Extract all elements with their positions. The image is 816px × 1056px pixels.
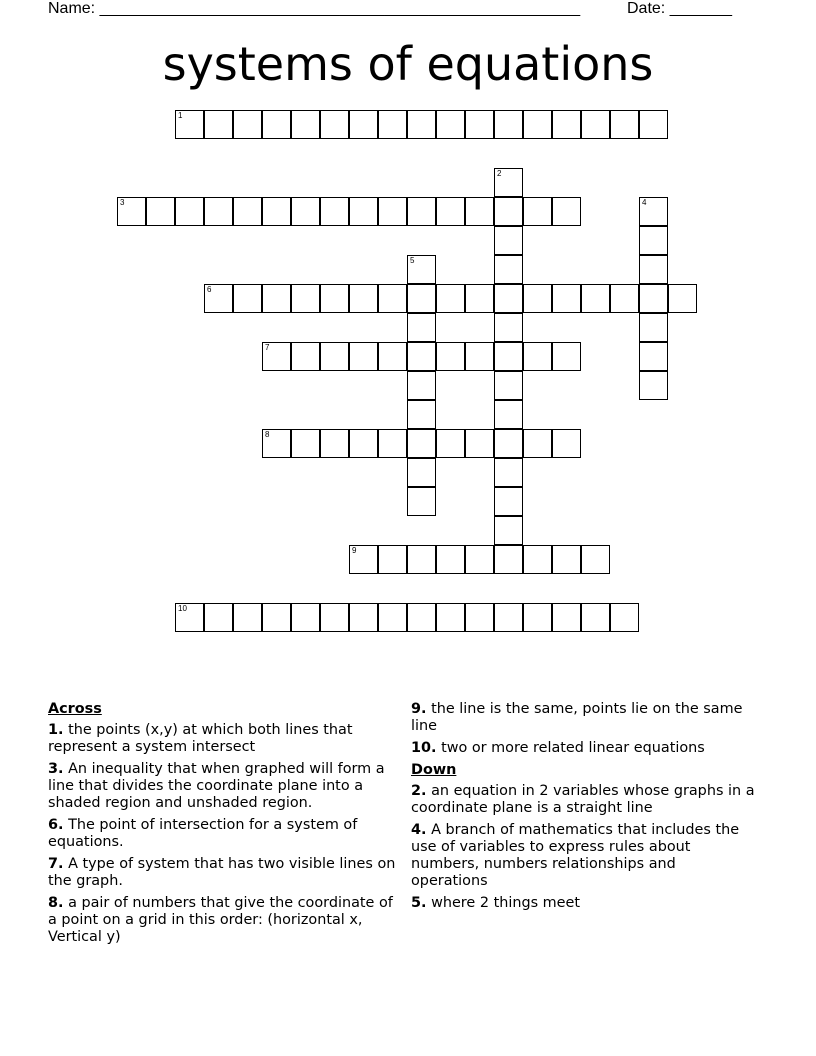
crossword-cell[interactable]	[320, 197, 349, 226]
crossword-cell[interactable]	[262, 603, 291, 632]
crossword-cell[interactable]	[262, 197, 291, 226]
crossword-cell[interactable]	[552, 603, 581, 632]
crossword-cell[interactable]	[407, 110, 436, 139]
crossword-cell[interactable]	[494, 197, 523, 226]
crossword-cell[interactable]	[465, 545, 494, 574]
crossword-cell[interactable]	[378, 197, 407, 226]
crossword-cell[interactable]	[436, 429, 465, 458]
clue-number: 8	[265, 430, 270, 439]
crossword-cell[interactable]	[378, 284, 407, 313]
crossword-cell[interactable]	[494, 516, 523, 545]
crossword-cell[interactable]	[494, 226, 523, 255]
crossword-cell[interactable]	[349, 429, 378, 458]
clue-across-8: 8. a pair of numbers that give the coordinate of a point on a grid in this order: (horizontal x, Vertical y)	[48, 895, 393, 945]
crossword-cell[interactable]	[494, 487, 523, 516]
crossword-cell[interactable]	[291, 110, 320, 139]
crossword-cell[interactable]	[407, 487, 436, 516]
crossword-cell[interactable]	[581, 603, 610, 632]
crossword-cell[interactable]	[349, 342, 378, 371]
crossword-cell[interactable]	[610, 284, 639, 313]
crossword-cell[interactable]	[407, 197, 436, 226]
crossword-cell[interactable]	[349, 110, 378, 139]
crossword-cell[interactable]	[262, 284, 291, 313]
crossword-cell[interactable]	[436, 110, 465, 139]
clue-down-4: 4. A branch of mathematics that includes the use of variables to express rules about numbers, numbers relationships and operations	[411, 822, 740, 889]
crossword-cell[interactable]	[494, 342, 523, 371]
date-field-label: Date: _______	[627, 0, 732, 17]
crossword-cell[interactable]	[552, 284, 581, 313]
clue-number: 3	[120, 198, 125, 207]
crossword-cell[interactable]	[233, 197, 262, 226]
clue-number: 1	[178, 111, 183, 120]
crossword-cell[interactable]	[291, 342, 320, 371]
crossword-cell[interactable]	[436, 603, 465, 632]
crossword-cell[interactable]	[407, 342, 436, 371]
crossword-cell[interactable]	[349, 197, 378, 226]
crossword-cell[interactable]	[581, 545, 610, 574]
crossword-cell[interactable]	[639, 226, 668, 255]
crossword-cell[interactable]	[320, 342, 349, 371]
crossword-cell[interactable]	[436, 545, 465, 574]
crossword-cell[interactable]	[494, 110, 523, 139]
crossword-cell[interactable]	[233, 603, 262, 632]
crossword-cell[interactable]	[523, 284, 552, 313]
crossword-cell[interactable]	[407, 603, 436, 632]
crossword-cell[interactable]	[639, 255, 668, 284]
crossword-cell[interactable]	[494, 255, 523, 284]
crossword-cell[interactable]	[523, 603, 552, 632]
crossword-cell[interactable]	[320, 429, 349, 458]
name-field-label: Name: ______________________________________________________	[48, 0, 581, 17]
crossword-cell[interactable]	[494, 400, 523, 429]
clue-number: 10	[178, 604, 187, 613]
crossword-cell[interactable]	[204, 197, 233, 226]
clue-number: 7	[265, 343, 270, 352]
crossword-cell[interactable]	[233, 110, 262, 139]
clue-number: 6	[207, 285, 212, 294]
clues-column-left	[48, 701, 400, 951]
crossword-cell[interactable]	[523, 342, 552, 371]
crossword-cell[interactable]	[349, 545, 378, 574]
crossword-cell[interactable]	[291, 429, 320, 458]
crossword-cell[interactable]	[407, 400, 436, 429]
crossword-cell[interactable]	[465, 342, 494, 371]
down-heading: Down	[411, 762, 457, 778]
crossword-cell[interactable]	[523, 429, 552, 458]
page-title: systems of equations	[162, 37, 654, 91]
crossword-cell[interactable]	[465, 603, 494, 632]
crossword-cell[interactable]	[378, 429, 407, 458]
clue-down-2: 2. an equation in 2 variables whose graphs in a coordinate plane is a straight line	[411, 783, 755, 816]
crossword-cell[interactable]	[494, 284, 523, 313]
crossword-cell[interactable]	[465, 110, 494, 139]
crossword-cell[interactable]	[494, 603, 523, 632]
clue-number: 2	[497, 169, 502, 178]
crossword-cell[interactable]	[494, 458, 523, 487]
crossword-cell[interactable]	[552, 429, 581, 458]
crossword-cell[interactable]	[262, 429, 291, 458]
crossword-cell[interactable]	[407, 458, 436, 487]
crossword-cell[interactable]	[349, 284, 378, 313]
clue-across-1: 1. the points (x,y) at which both lines that represent a system intersect	[48, 722, 353, 755]
crossword-cell[interactable]	[407, 371, 436, 400]
crossword-cell[interactable]	[494, 168, 523, 197]
crossword-cell[interactable]	[320, 284, 349, 313]
crossword-cell[interactable]	[465, 429, 494, 458]
crossword-cell[interactable]	[494, 371, 523, 400]
crossword-cell[interactable]	[349, 603, 378, 632]
crossword-cell[interactable]	[465, 197, 494, 226]
crossword-cell[interactable]	[262, 110, 291, 139]
crossword-cell[interactable]	[407, 255, 436, 284]
crossword-cell[interactable]	[175, 197, 204, 226]
clue-across-9: 9. the line is the same, points lie on the same line	[411, 701, 743, 734]
crossword-cell[interactable]	[407, 284, 436, 313]
crossword-cell[interactable]	[378, 545, 407, 574]
crossword-cell[interactable]	[291, 197, 320, 226]
crossword-cell[interactable]	[552, 545, 581, 574]
clue-number: 5	[410, 256, 415, 265]
crossword-cell[interactable]	[668, 284, 697, 313]
crossword-cell[interactable]	[552, 197, 581, 226]
clue-down-5: 5. where 2 things meet	[411, 895, 581, 911]
clue-across-6: 6. The point of intersection for a system of equations.	[48, 817, 358, 850]
crossword-cell[interactable]	[465, 284, 494, 313]
crossword-cell[interactable]	[639, 284, 668, 313]
crossword-cell[interactable]	[523, 545, 552, 574]
crossword-cell[interactable]	[204, 284, 233, 313]
crossword-cell[interactable]	[378, 603, 407, 632]
crossword-cell[interactable]	[175, 110, 204, 139]
clues-column-right	[411, 701, 756, 917]
crossword-cell[interactable]	[581, 284, 610, 313]
clue-number: 9	[352, 546, 357, 555]
crossword-cell[interactable]	[291, 284, 320, 313]
crossword-cell[interactable]	[494, 313, 523, 342]
crossword-cell[interactable]	[639, 342, 668, 371]
crossword-cell[interactable]	[436, 284, 465, 313]
crossword-cell[interactable]	[320, 603, 349, 632]
crossword-cell[interactable]	[262, 342, 291, 371]
crossword-cell[interactable]	[233, 284, 262, 313]
crossword-cell[interactable]	[407, 313, 436, 342]
crossword-cell[interactable]	[552, 110, 581, 139]
crossword-cell[interactable]	[494, 429, 523, 458]
crossword-cell[interactable]	[204, 110, 233, 139]
crossword-cell[interactable]	[117, 197, 146, 226]
crossword-cell[interactable]	[320, 110, 349, 139]
crossword-cell[interactable]	[639, 313, 668, 342]
crossword-cell[interactable]	[639, 110, 668, 139]
crossword-cell[interactable]	[436, 197, 465, 226]
crossword-cell[interactable]	[552, 342, 581, 371]
clue-number: 4	[642, 198, 647, 207]
clue-across-7: 7. A type of system that has two visible lines on the graph.	[48, 856, 396, 889]
crossword-cell[interactable]	[494, 545, 523, 574]
crossword-cell[interactable]	[610, 603, 639, 632]
crossword-cell[interactable]	[523, 110, 552, 139]
crossword-cell[interactable]	[407, 429, 436, 458]
crossword-cell[interactable]	[378, 110, 407, 139]
crossword-cell[interactable]	[639, 371, 668, 400]
crossword-cell[interactable]	[204, 603, 233, 632]
clue-across-3: 3. An inequality that when graphed will form a line that divides the coordinate plane into a shaded region and unshaded region.	[48, 761, 385, 811]
crossword-cell[interactable]	[291, 603, 320, 632]
crossword-cell[interactable]	[407, 545, 436, 574]
crossword-cell[interactable]	[581, 110, 610, 139]
crossword-cell[interactable]	[378, 342, 407, 371]
crossword-cell[interactable]	[146, 197, 175, 226]
clue-across-10: 10. two or more related linear equations	[411, 740, 705, 756]
crossword-cell[interactable]	[523, 197, 552, 226]
crossword-cell[interactable]	[639, 197, 668, 226]
crossword-cell[interactable]	[436, 342, 465, 371]
crossword-cell[interactable]	[175, 603, 204, 632]
across-heading: Across	[48, 701, 102, 717]
crossword-cell[interactable]	[610, 110, 639, 139]
